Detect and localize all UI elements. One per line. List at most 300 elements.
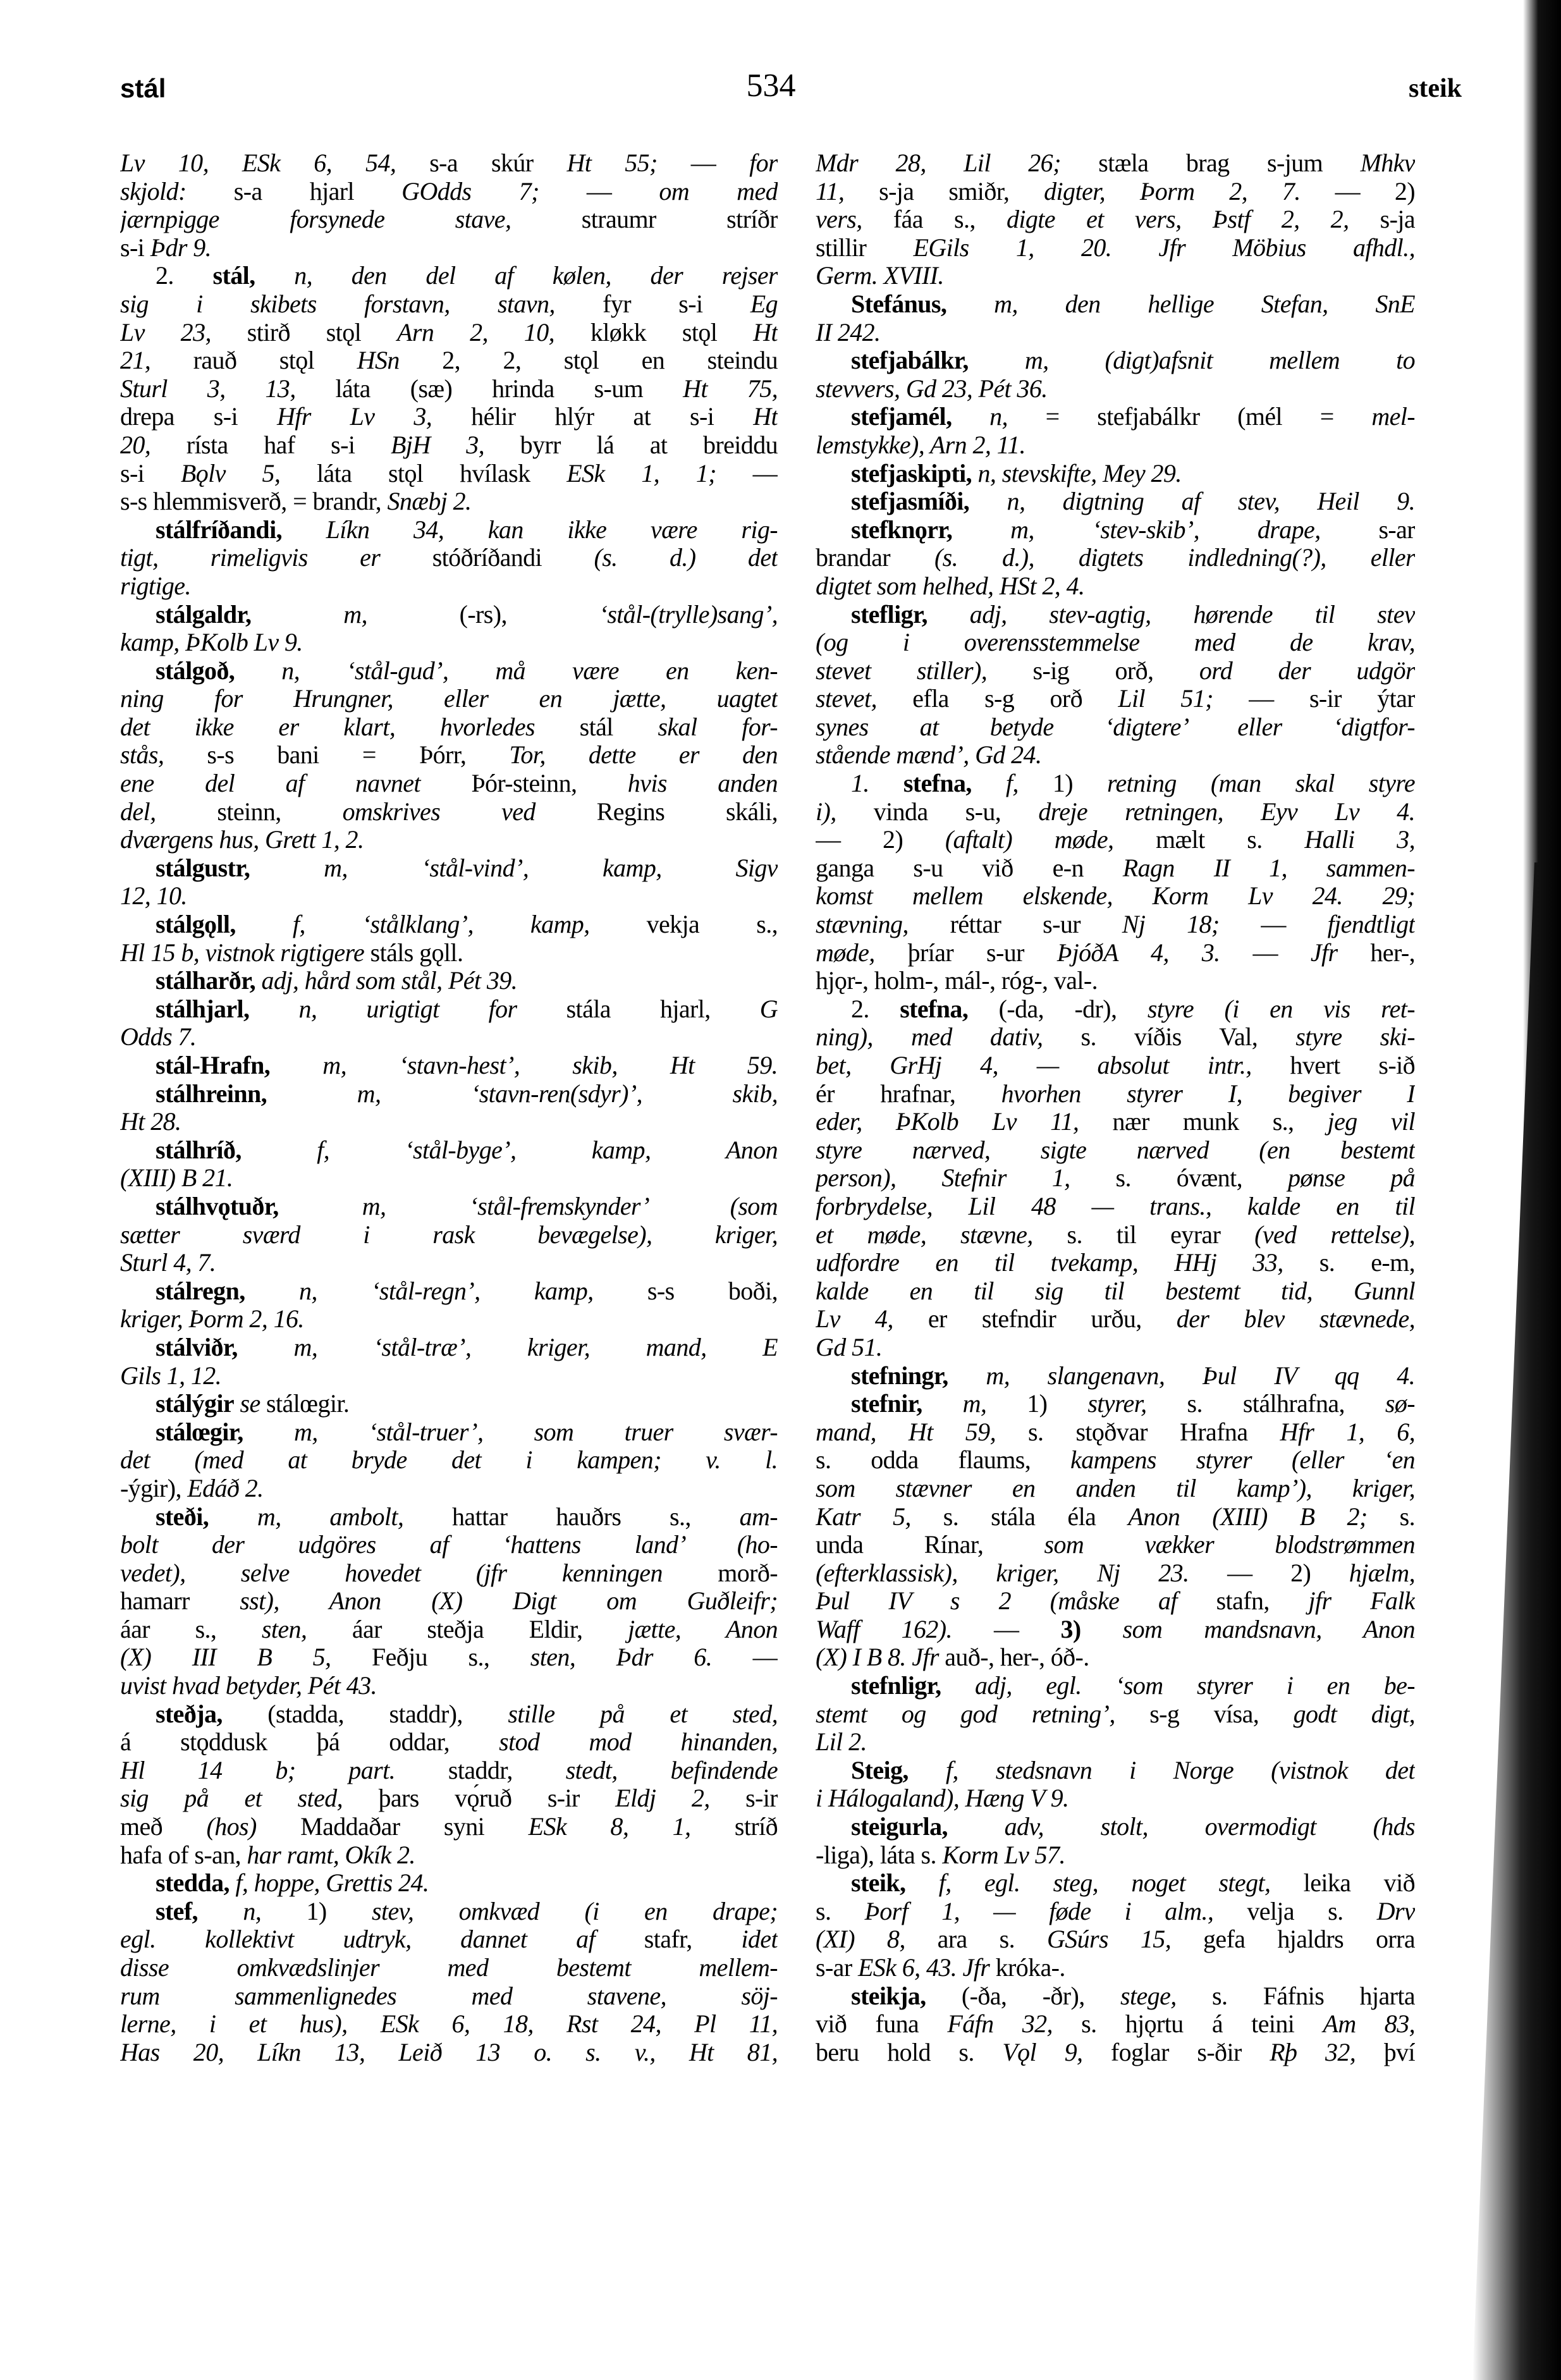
italic-text: eder, ÞKolb Lv 11, <box>816 1108 1079 1136</box>
headword: Steig, <box>851 1756 909 1784</box>
roman-text: 2. <box>851 995 900 1023</box>
italic-text: n, <box>243 1897 262 1925</box>
text-line <box>120 1249 778 1277</box>
italic-text: ESk 8, 1, <box>528 1813 691 1841</box>
italic-text: Anon (XIII) B 2; <box>1128 1502 1368 1531</box>
roman-text: velja s. <box>1213 1897 1377 1925</box>
roman-text <box>209 1503 257 1531</box>
italic-text: HSn <box>357 347 400 375</box>
text-line <box>120 657 778 685</box>
italic-text: egl. kollektivt udtryk, dannet af <box>120 1925 596 1954</box>
italic-text: Nj 18; <box>1122 911 1220 939</box>
headword: steikja, <box>851 1982 926 2010</box>
italic-text: EGils 1, 20. Jfr Möbius afhdl., <box>913 233 1415 262</box>
text-line <box>816 1334 1415 1362</box>
text-line <box>120 1784 778 1813</box>
text-line <box>120 685 778 713</box>
roman-text: mælt s. <box>1113 826 1305 854</box>
text-line <box>816 1023 1415 1052</box>
italic-text: f, hoppe, Grettis 24. <box>235 1869 429 1898</box>
italic-text: for <box>749 149 778 177</box>
roman-text: 1) <box>986 1390 1088 1418</box>
italic-text: stod mod hinanden, <box>499 1728 778 1757</box>
roman-text: — <box>539 177 659 205</box>
italic-text: stege, <box>1120 1982 1177 2010</box>
italic-text: rigtige. <box>120 572 191 600</box>
italic-text: som vækker blodstrømmen <box>1044 1531 1415 1559</box>
italic-text: ‘stål-(trylle)sang’, <box>599 600 778 629</box>
roman-text: stafn, <box>1177 1587 1309 1616</box>
roman-text: — <box>1220 938 1311 967</box>
roman-text: steinn, <box>156 797 343 826</box>
italic-text: som stævner en anden til kamp’), kriger, <box>816 1474 1415 1502</box>
text-line <box>816 205 1415 234</box>
roman-text: við funa <box>816 2010 948 2039</box>
roman-text: vinda s-u, <box>836 797 1039 826</box>
roman-text: s. Fáfnis hjarta <box>1176 1982 1415 2010</box>
italic-text: adv, stolt, overmodigt (hds <box>1004 1813 1415 1841</box>
italic-text: styrer, <box>1087 1390 1147 1418</box>
text-line <box>120 1925 778 1954</box>
italic-text: (XI) 8, <box>816 1925 905 1954</box>
roman-text: vekja s., <box>589 911 778 939</box>
text-line <box>120 431 778 460</box>
text-line <box>816 911 1415 939</box>
italic-text: Þdr 9. <box>150 233 212 262</box>
text-line <box>120 1672 778 1700</box>
text-line <box>816 713 1415 742</box>
text-line <box>120 149 778 178</box>
roman-text: byrr lá at breiddu <box>484 431 778 459</box>
italic-text: Þorf 1, — føde i alm., <box>864 1897 1214 1925</box>
italic-text: 12, 10. <box>120 882 187 911</box>
roman-text <box>905 1869 938 1897</box>
italic-text: se <box>240 1390 260 1418</box>
italic-text: m, (digt)afsnit mellem to <box>1024 347 1415 375</box>
italic-text: m, ‘stavn-hest’, skib, Ht 59. <box>322 1052 778 1079</box>
italic-text: m, <box>962 1390 987 1418</box>
text-line <box>120 1475 778 1503</box>
text-line <box>816 601 1415 629</box>
text-line <box>816 1813 1415 1841</box>
italic-text: Edáð 2. <box>187 1474 264 1502</box>
headword: stálregn, <box>156 1277 245 1305</box>
text-line <box>120 1700 778 1729</box>
italic-text: GOdds 7; <box>401 177 539 205</box>
text-line <box>816 1587 1415 1616</box>
text-line <box>120 1643 778 1672</box>
italic-text: Odds 7. <box>120 1023 197 1052</box>
italic-text: hvis anden <box>627 770 778 798</box>
headword: stálgustr, <box>156 854 250 882</box>
roman-text: — <box>712 1643 778 1672</box>
headword: stálhríð, <box>156 1136 242 1164</box>
italic-text: m, ‘stavn-ren(sdyr)’, skib, <box>357 1079 778 1108</box>
roman-text <box>952 403 989 431</box>
roman-text: stæla brag s-jum <box>1060 149 1361 177</box>
text-line <box>816 2010 1415 2039</box>
italic-text: det (med at bryde det i kampen; v. l. <box>120 1446 778 1475</box>
text-line <box>120 488 778 516</box>
roman-text: kløkk stǫl <box>554 318 754 347</box>
italic-text: sætter sværd i rask bevægelse), kriger, <box>120 1220 778 1249</box>
text-line <box>816 826 1415 854</box>
roman-text: stafr, <box>595 1925 742 1954</box>
italic-text: Gils 1, 12. <box>120 1361 222 1390</box>
italic-text: mand, Ht 59, <box>816 1418 996 1446</box>
roman-text: stóðríðandi <box>380 544 594 572</box>
text-line <box>120 2039 778 2067</box>
roman-text: her-, <box>1337 938 1415 967</box>
text-line <box>816 319 1415 347</box>
text-line <box>120 826 778 854</box>
italic-text: digtet som helhed, HSt 2, 4. <box>816 572 1085 600</box>
italic-text: udfordre en til tvekamp, HHj 33, <box>816 1249 1283 1277</box>
roman-text: — <box>657 149 750 177</box>
italic-text: (X) III B 5, <box>120 1643 331 1672</box>
text-line <box>120 1559 778 1588</box>
text-line <box>816 1531 1415 1559</box>
italic-text: kalde en til sig til bestemt tid, Gunnl <box>816 1277 1415 1305</box>
roman-text: Feðju s., <box>331 1643 530 1672</box>
headword: stálviðr, <box>156 1333 238 1361</box>
italic-text: det ikke er klart, hvorledes <box>120 713 535 741</box>
roman-text: þars vǫ́ruð s-ir <box>343 1784 616 1813</box>
roman-text <box>279 1193 362 1220</box>
roman-text <box>250 854 324 882</box>
left-column <box>120 149 778 2066</box>
roman-text: hélir hlýr at s-i <box>432 403 754 431</box>
text-line <box>816 149 1415 178</box>
italic-text: Fáfn 32, <box>947 2010 1053 2039</box>
italic-text: Drv <box>1376 1897 1415 1925</box>
roman-text: rísta haf s-i <box>150 431 391 459</box>
italic-text: disse omkvædslinjer med bestemt mellem- <box>120 1954 778 1982</box>
text-line <box>120 1108 778 1136</box>
italic-text: person), Stefnir 1, <box>816 1164 1070 1193</box>
text-line <box>816 1249 1415 1277</box>
roman-text: s-ja smiðr, <box>844 177 1044 205</box>
text-line <box>816 1108 1415 1136</box>
text-line <box>120 1813 778 1841</box>
text-line <box>816 939 1415 967</box>
italic-text: m, slangenavn, Þul IV qq 4. <box>986 1361 1415 1390</box>
roman-text <box>946 290 994 318</box>
roman-text <box>236 911 293 938</box>
italic-text: bolt der udgöres af ‘hattens land’ (ho- <box>120 1531 778 1559</box>
italic-text: 21, <box>120 347 151 375</box>
italic-text: ene del af navnet <box>120 770 420 798</box>
roman-text: fyr s-i <box>554 290 750 318</box>
italic-text: ning for Hrungner, eller en jætte, uagtet <box>120 685 778 713</box>
roman-text: stáls gǫll. <box>364 938 463 967</box>
italic-text: møde, <box>816 938 875 967</box>
text-line <box>816 178 1415 206</box>
italic-text: kriger, Þorm 2, 16. <box>120 1305 304 1334</box>
italic-text: Líkn 34, kan ikke være rig- <box>326 515 778 544</box>
headword: stefknǫrr, <box>851 515 953 544</box>
italic-text: n, ‘stål-regn’, kamp, <box>299 1277 594 1305</box>
roman-text: -ýgir), <box>120 1474 188 1502</box>
text-line <box>816 882 1415 911</box>
text-line <box>120 798 778 826</box>
italic-text: Jfr <box>1310 938 1338 967</box>
italic-text: (s. d.) det <box>594 544 778 572</box>
italic-text: sst), Anon (X) Digt om Guðleifr; <box>240 1587 778 1616</box>
text-line <box>120 1418 778 1447</box>
text-line <box>816 741 1415 770</box>
roman-text: brandar <box>816 544 934 572</box>
roman-text <box>238 1334 294 1361</box>
text-line <box>120 1757 778 1785</box>
roman-text: (-da, -dr), <box>968 995 1148 1023</box>
text-line <box>120 967 778 995</box>
text-line <box>816 431 1415 460</box>
italic-text: Þul IV s 2 (måske af <box>816 1587 1177 1616</box>
roman-text: — s-ir ýtar <box>1213 685 1415 713</box>
roman-text <box>948 1362 986 1390</box>
text-line <box>120 516 778 544</box>
roman-text <box>1081 1616 1123 1643</box>
text-line <box>816 290 1415 319</box>
italic-text: sig på et sted, <box>120 1784 343 1813</box>
roman-text: hvert s-ið <box>1251 1052 1415 1079</box>
text-line <box>120 629 778 657</box>
roman-text: unda Rínar, <box>816 1531 1044 1559</box>
italic-text: m, ‘stål-træ’, kriger, mand, E <box>293 1333 778 1361</box>
text-line <box>120 1221 778 1249</box>
roman-text: efla s-g orð <box>876 685 1118 713</box>
italic-text: Ht <box>753 403 778 431</box>
italic-text: Germ. XVIII. <box>816 262 944 290</box>
italic-text: Snæbj 2. <box>387 488 472 516</box>
italic-text: godt digt, <box>1293 1700 1415 1728</box>
italic-text: ord der udgör <box>1199 656 1415 685</box>
roman-text: stillir <box>816 233 914 262</box>
headword: stefna, <box>903 770 972 798</box>
italic-text: Lil 51; <box>1118 685 1213 713</box>
text-line <box>120 572 778 601</box>
roman-text: straumr stríðr <box>511 205 778 234</box>
text-line <box>816 544 1415 572</box>
roman-text: s. óvænt, <box>1070 1164 1288 1193</box>
headword: stál, <box>212 262 255 290</box>
roman-text: (stadda, staddr), <box>222 1700 508 1728</box>
headword: steigurla, <box>851 1813 948 1841</box>
italic-text: sig i skibets forstavn, stavn, <box>120 290 555 318</box>
roman-text: stál <box>534 713 658 741</box>
roman-text <box>969 347 1025 374</box>
text-line <box>120 1898 778 1926</box>
roman-text: ér hrafnar, <box>816 1079 1001 1108</box>
text-line <box>120 995 778 1024</box>
italic-text: retning (man skal styre <box>1106 770 1415 798</box>
italic-text: Arn 2, 10, <box>397 318 555 347</box>
text-line <box>120 770 778 798</box>
roman-text: leika við <box>1270 1869 1415 1898</box>
headword: stálýgir <box>156 1390 235 1418</box>
italic-text: Am 83, <box>1323 2010 1415 2039</box>
roman-text: Maddaðar syni <box>256 1813 529 1841</box>
text-line <box>816 1728 1415 1757</box>
italic-text: Bǫlv 5, <box>180 459 281 488</box>
italic-text: skjold: <box>120 177 187 205</box>
text-line <box>120 375 778 403</box>
headword: steði, <box>156 1502 209 1531</box>
italic-text: am- <box>739 1502 778 1531</box>
text-line <box>816 685 1415 713</box>
italic-text: der blev stævnede, <box>1176 1305 1415 1334</box>
roman-text: — 2) <box>816 826 945 854</box>
headword: stálhreinn, <box>156 1079 267 1108</box>
text-line <box>120 1728 778 1757</box>
italic-text: Hfr 1, 6, <box>1280 1418 1415 1446</box>
text-line <box>120 319 778 347</box>
italic-text: Tor, dette er den <box>509 741 778 770</box>
italic-text: skal for- <box>658 713 778 741</box>
italic-text: pønse på <box>1287 1164 1415 1193</box>
italic-text: hvorhen styrer I, begiver I <box>1001 1079 1415 1108</box>
italic-text: som mandsnavn, Anon <box>1122 1615 1415 1643</box>
italic-text: II 242. <box>816 318 881 347</box>
italic-text: adj, egl. ‘som styrer i en be- <box>975 1672 1415 1700</box>
roman-text: s-i <box>120 233 150 262</box>
text-line <box>120 290 778 319</box>
roman-text <box>255 967 261 995</box>
headword: stefjaskipti, <box>851 459 972 488</box>
italic-text: komst mellem elskende, Korm Lv 24. 29; <box>816 882 1415 911</box>
text-line <box>816 854 1415 883</box>
text-line <box>816 516 1415 544</box>
roman-text: s. odda flaums, <box>816 1446 1071 1475</box>
roman-text: s. víðis Val, <box>1043 1023 1296 1052</box>
text-line <box>120 1616 778 1644</box>
italic-text: uvist hvad betyder, Pét 43. <box>120 1672 377 1700</box>
italic-text: n, stevskifte, Mey 29. <box>977 459 1182 488</box>
text-line <box>120 1334 778 1362</box>
italic-text: rum sammenlignedes med stavene, söj- <box>120 1982 778 2010</box>
roman-text: — <box>716 459 778 488</box>
roman-text: Regins skáli, <box>535 797 778 826</box>
roman-text <box>952 516 1010 544</box>
roman-text: s. <box>1367 1502 1415 1531</box>
italic-text: Lv 23, <box>120 318 211 347</box>
italic-text: m, den hellige Stefan, SnE <box>994 290 1415 318</box>
italic-text: Waff 162). <box>816 1615 952 1643</box>
roman-text: s-i <box>120 459 181 488</box>
text-line <box>816 1136 1415 1165</box>
italic-text: m, <box>343 600 367 629</box>
text-line <box>816 234 1415 262</box>
italic-text: (aftalt) møde, <box>945 826 1114 854</box>
roman-text: áar steðja Eldir, <box>307 1615 628 1643</box>
italic-text: Hfr Lv 3, <box>276 403 432 431</box>
italic-text: sten, Þdr 6. <box>530 1643 713 1672</box>
text-line <box>120 347 778 375</box>
italic-text: digter, Þorm 2, 7. <box>1044 177 1301 205</box>
italic-text: Mhkv <box>1360 149 1415 177</box>
roman-text <box>249 995 298 1023</box>
text-line <box>120 403 778 431</box>
italic-text: idet <box>741 1925 778 1954</box>
italic-text: Ht 55; <box>566 149 658 177</box>
text-line <box>120 1587 778 1616</box>
italic-text: kampens styrer (eller ‘en <box>1070 1446 1415 1475</box>
italic-text: 20, <box>120 431 151 459</box>
roman-text <box>230 1869 235 1897</box>
text-line <box>120 939 778 967</box>
text-line <box>120 1446 778 1475</box>
italic-text: ESk 6, 43. Jfr <box>857 1954 990 1982</box>
roman-text: ganga s-u við e-n <box>816 854 1123 882</box>
roman-text: Þór-steinn, <box>420 770 628 798</box>
text-line <box>816 1164 1415 1193</box>
headword: steik, <box>851 1869 906 1898</box>
roman-text: auð-, her-, óð-. <box>938 1643 1089 1672</box>
italic-text: adj, hård som stål, Pét 39. <box>261 967 518 995</box>
roman-text: = stefjabálkr (mél = <box>1007 403 1372 431</box>
headword: stedda, <box>156 1869 230 1898</box>
roman-text: drepa s-i <box>120 403 277 431</box>
italic-text: Sturl 4, 7. <box>120 1249 216 1277</box>
roman-text: s-s bani = Þórr, <box>164 741 510 770</box>
text-line <box>816 1305 1415 1334</box>
text-line <box>816 572 1415 601</box>
italic-text: Korm Lv 57. <box>942 1841 1065 1869</box>
italic-text: stille på et sted, <box>508 1700 778 1728</box>
italic-text: m, ‘stev-skib’, drape, <box>1010 515 1321 544</box>
headword: stefnir, <box>851 1390 922 1418</box>
roman-text: s. stǫðvar Hrafna <box>995 1418 1280 1446</box>
italic-text: n, urigtigt for <box>298 995 517 1023</box>
italic-text: f, ‘stål-byge’, kamp, Anon <box>317 1136 778 1164</box>
text-line <box>816 1503 1415 1531</box>
text-line <box>120 178 778 206</box>
roman-text <box>282 516 326 544</box>
italic-text: et møde, stævne, <box>816 1220 1033 1249</box>
italic-text: lerne, i et hus), ESk 6, 18, Rst 24, Pl 11, <box>120 2010 778 2039</box>
italic-text: Vǫl 9, <box>1002 2038 1083 2066</box>
binding-shadow <box>1523 0 1561 2380</box>
italic-text: stævning, <box>816 911 909 939</box>
roman-text: á stǫddusk þá oddar, <box>120 1728 499 1757</box>
italic-text: Hl 14 b; part. <box>120 1756 395 1784</box>
italic-text: dreje retningen, Eyv Lv 4. <box>1038 797 1415 826</box>
headword: stefna, <box>900 995 969 1023</box>
roman-text: 1) <box>261 1897 372 1925</box>
text-line <box>120 544 778 572</box>
italic-text: jætte, Anon <box>627 1615 778 1643</box>
text-line <box>816 1672 1415 1700</box>
roman-text: með <box>120 1813 207 1841</box>
text-line <box>816 1221 1415 1249</box>
text-line <box>120 1193 778 1221</box>
text-line <box>816 347 1415 375</box>
headword: stálgǫll, <box>156 911 236 939</box>
italic-text: 11, <box>816 177 845 205</box>
text-line <box>816 1869 1415 1898</box>
italic-text: sø- <box>1385 1390 1415 1418</box>
headword: stálgaldr, <box>156 600 252 629</box>
headword: stef, <box>156 1897 198 1925</box>
headword: stálgoð, <box>156 656 235 685</box>
roman-text: stirð stǫl <box>211 318 398 347</box>
roman-text: hjǫr-, holm-, mál-, róg-, val-. <box>816 967 1098 995</box>
text-line <box>816 657 1415 685</box>
italic-text: lemstykke), Arn 2, 11. <box>816 431 1025 459</box>
text-line <box>816 488 1415 516</box>
roman-text: láta stǫl hvílask <box>280 459 567 488</box>
